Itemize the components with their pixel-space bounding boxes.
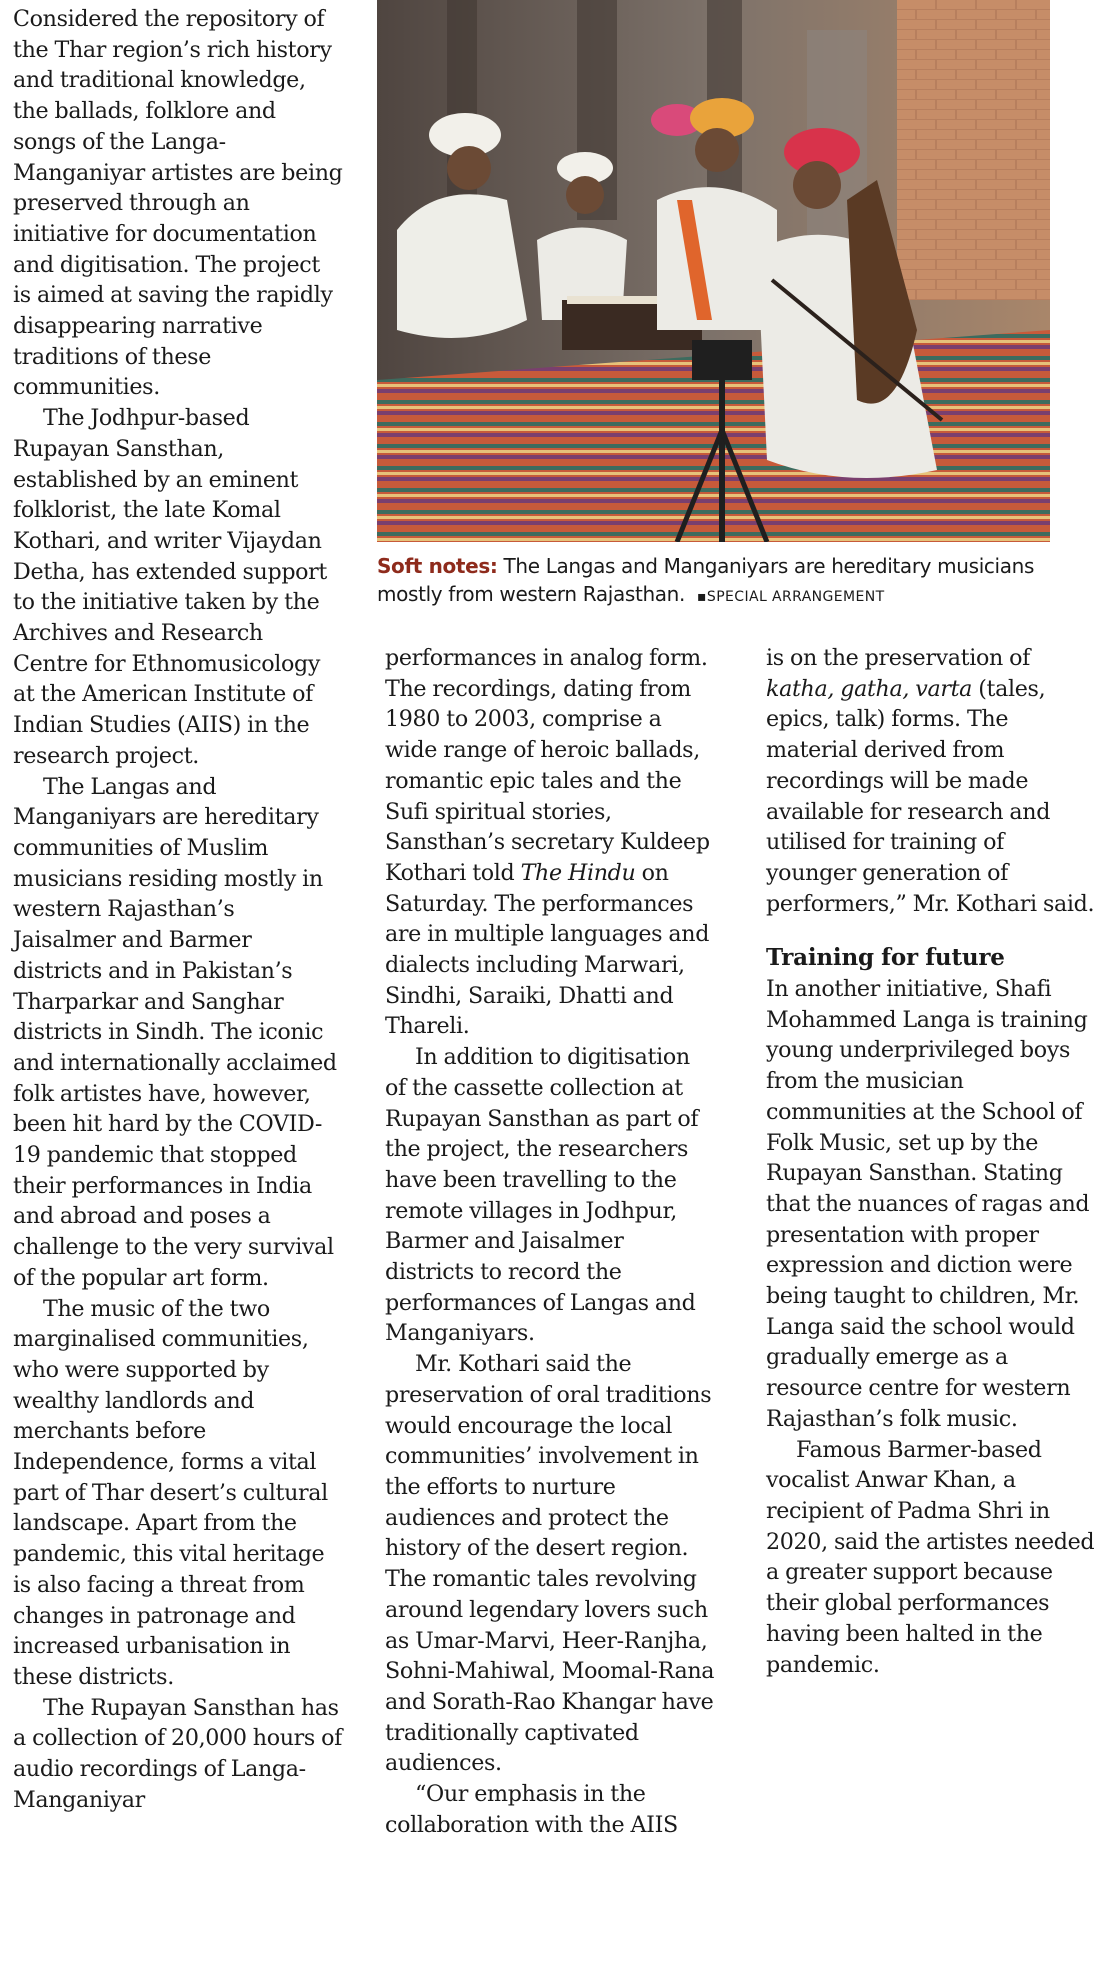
- paragraph: The Jodhpur-based Rupayan Sansthan, established by an eminent folklorist, the late Komal Kothari, and writer Vijaydan Detha, has extended support to the initiative taken by the Archives and Research Centre for Ethnomusicology at the American Institute of Indian Studies (AIIS) in the research project.: [13, 405, 327, 769]
- text-run: on Saturday. The performances are in multiple languages and dialects including Marwari, Sindhi, Saraiki, Dhatti and Thareli.: [385, 859, 710, 1040]
- paragraph: Mr. Kothari said the preservation of oral traditions would encourage the local communities’ involvement in the efforts to nurture audiences and protect the history of the desert region. The romantic tales revolving around legendary lovers such as Umar-Marvi, Heer-Ranjha, Sohni-Mahiwal, Moomal-Rana and Sorath-Rao Khangar have traditionally captivated audiences.: [385, 1351, 715, 1777]
- paragraph: The music of the two marginalised communities, who were supported by wealthy landlords and merchants before Independence, forms a vital part of Thar desert’s cultural landscape. Apart from the pandemic, this vital heritage is also facing a threat from changes in patronage and increased urbanisation in these districts.: [13, 1295, 328, 1690]
- photo-caption: [377, 552, 1077, 611]
- section-subhead: Training for future: [766, 944, 1005, 972]
- paragraph: “Our emphasis in the collaboration with the AIIS: [385, 1781, 678, 1838]
- publication-name: The Hindu: [520, 859, 636, 886]
- text-run: performances in analog form. The recordings, dating from 1980 to 2003, comprise a wide range of heroic ballads, romantic epic tales and the Sufi spiritual stories, Sansthan’s secretary Kuldeep Kothari told: [385, 645, 710, 886]
- photo-credit: ▪SPECIAL ARRANGEMENT: [697, 589, 885, 605]
- article-column-2: [385, 643, 715, 1840]
- caption-lead: Soft notes:: [377, 554, 498, 578]
- paragraph: [766, 643, 1096, 919]
- paragraph: Famous Barmer-based vocalist Anwar Khan, a recipient of Padma Shri in 2020, said the artistes needed a greater support because their global performances having been halted in the pandemic.: [766, 1436, 1095, 1678]
- paragraph: [385, 643, 715, 1042]
- article-column-1: [13, 4, 343, 1815]
- text-run: (tales, epics, talk) forms. The material derived from recordings will be made available for research and utilised for training of younger generation of performers,” Mr. Kothari said.: [766, 675, 1095, 917]
- text-run: is on the preservation of: [766, 645, 1030, 671]
- caption-text: The Langas and Manganiyars are hereditary musicians mostly from western Rajasthan.: [377, 554, 1035, 606]
- paragraph: The Rupayan Sansthan has a collection of 20,000 hours of audio recordings of Langa-Manganiyar: [13, 1694, 343, 1813]
- paragraph: The Langas and Manganiyars are hereditary communities of Muslim musicians residing mostly in western Rajasthan’s Jaisalmer and Barmer districts and in Pakistan’s Tharparkar and Sanghar districts in Sindh. The iconic and internationally acclaimed folk artistes have, however, been hit hard by the COVID-19 pandemic that stopped their performances in India and abroad and poses a challenge to the very survival of the popular art form.: [13, 773, 337, 1291]
- paragraph: In addition to digitisation of the cassette collection at Rupayan Sansthan as part of the project, the researchers have been travelling to the remote villages in Jodhpur, Barmer and Jaisalmer districts to record the performances of Langas and Manganiyars.: [385, 1044, 699, 1347]
- paragraph: Considered the repository of the Thar region’s rich history and traditional knowledge, the ballads, folklore and songs of the Langa-Manganiyar artistes are being preserved through an initiative for documentation and digitisation. The project is aimed at saving the rapidly disappearing narrative traditions of these communities.: [13, 6, 343, 401]
- musicians-photo: [377, 0, 1050, 542]
- article-column-3: [766, 643, 1096, 1680]
- musicians-photo-illustration: [377, 0, 1050, 542]
- emphasis-text: katha, gatha, varta: [766, 675, 973, 702]
- paragraph: In another initiative, Shafi Mohammed Langa is training young underprivileged boys from the musician communities at the School of Folk Music, set up by the Rupayan Sansthan. Stating that the nuances of ragas and presentation with proper expression and diction were being taught to children, Mr. Langa said the school would gradually emerge as a resource centre for western Rajasthan’s folk music.: [766, 976, 1090, 1432]
